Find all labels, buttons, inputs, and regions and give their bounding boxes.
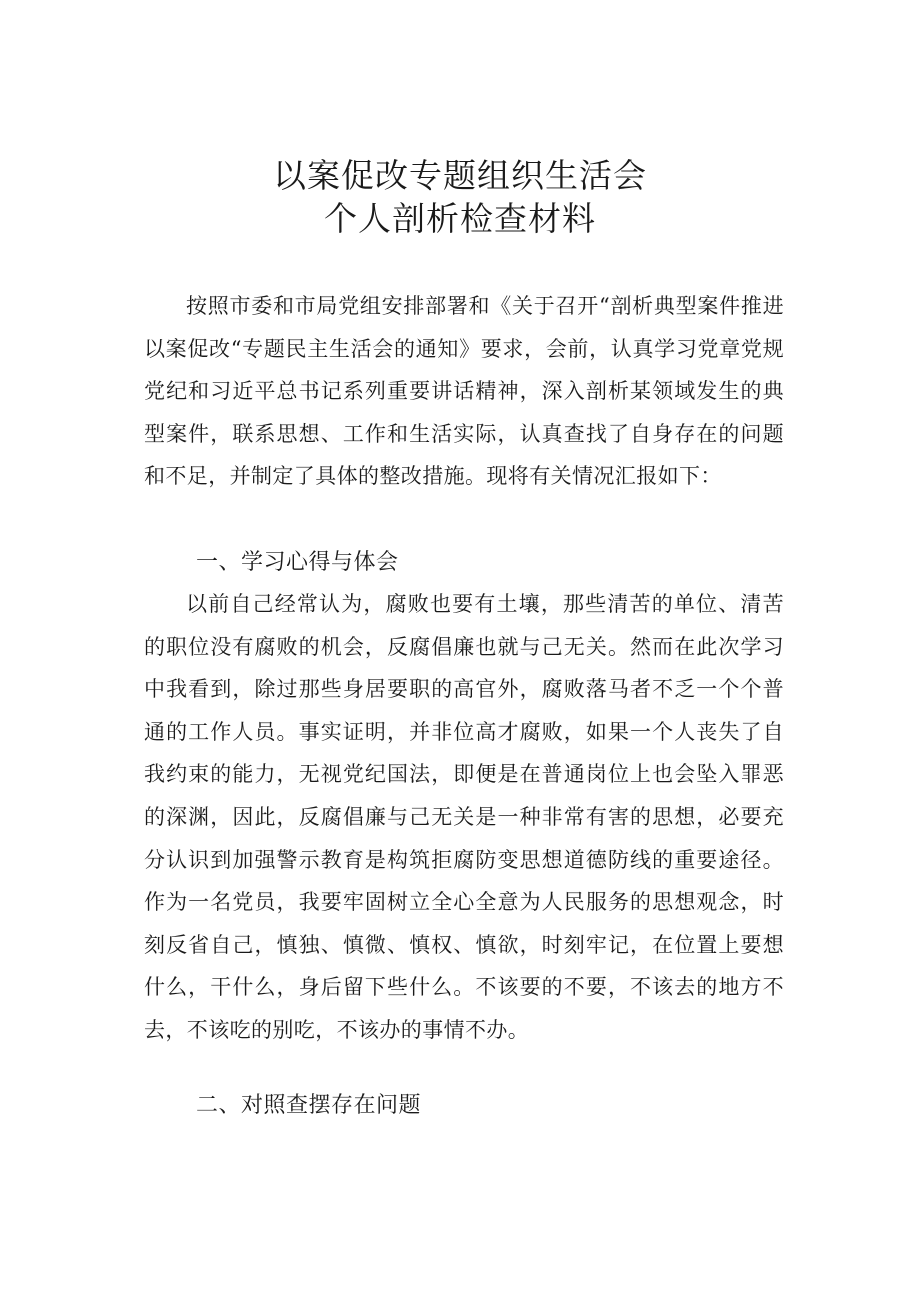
intro-paragraph: 按照市委和市局党组安排部署和《关于召开“剖析典型案件推进以案促改“专题民主生活会的通知》要求，会前，认真学习党章党规党纪和习近平总书记系列重要讲话精神，深入剖析某领域发生的典型案件，联系思想、工作和生活实际，认真查找了自身存在的问题和不足，并制定了具体的整改措施。现将有关情况汇报如下： xyxy=(144,294,784,489)
section-2-heading: 二、对照查摆存在问题 xyxy=(196,1093,422,1118)
document-title-line-1: 以案促改专题组织生活会 xyxy=(273,156,647,195)
section-1-heading: 一、学习心得与体会 xyxy=(196,550,399,575)
document-title-line-2: 个人剖析检查材料 xyxy=(324,199,596,238)
section-1-body: 以前自己经常认为，腐败也要有土壤，那些清苦的单位、清苦的职位没有腐败的机会，反腐倡廉也就与己无关。然而在此次学习中我看到，除过那些身居要职的高官外，腐败落马者不乏一个个普通的工作人员。事实证明，并非位高才腐败，如果一个人丧失了自我约束的能力，无视党纪国法，即便是在普通岗位上也会坠入罪恶的深渊，因此，反腐倡廉与己无关是一种非常有害的思想，必要充分认识到加强警示教育是构筑拒腐防变思想道德防线的重要途径。作为一名党员，我要牢固树立全心全意为人民服务的思想观念，时刻反省自己，慎独、慎微、慎权、慎欲，时刻牢记，在位置上要想什么，干什么，身后留下些什么。不该要的不要，不该去的地方不去，不该吃的别吃，不该办的事情不办。 xyxy=(144,592,784,1042)
